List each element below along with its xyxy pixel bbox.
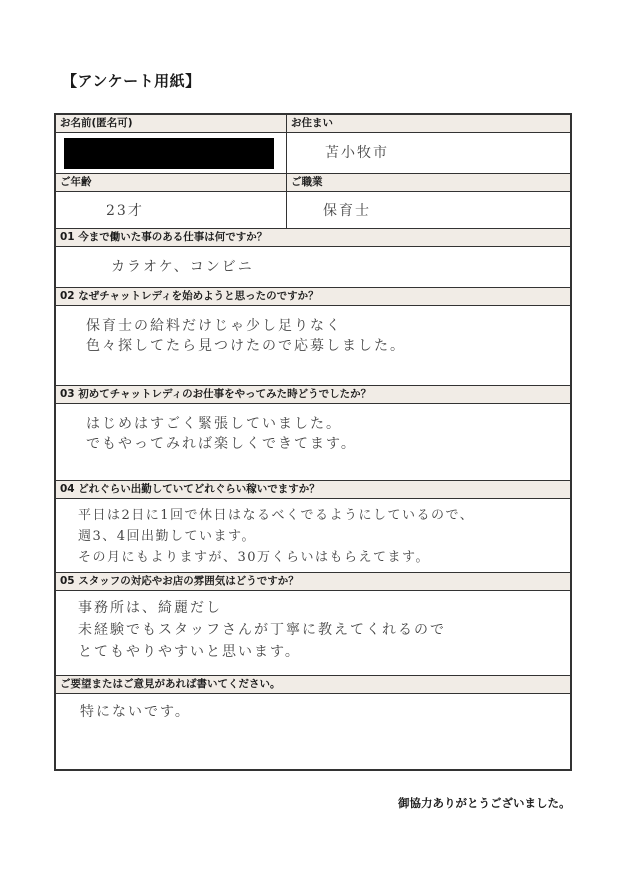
age-label: ご年齢 xyxy=(56,174,287,191)
profile-header-row xyxy=(56,115,570,132)
question-2-header xyxy=(56,287,570,305)
answer-line: 保育士の給料だけじゃ少し足りなく xyxy=(86,318,342,334)
answer-line: とてもやりやすいと思います。 xyxy=(78,644,301,660)
occupation-label: ご職業 xyxy=(287,174,570,191)
question-4-header xyxy=(56,480,570,498)
thank-you-note: 御協力ありがとうございました。 xyxy=(398,796,571,810)
name-answer xyxy=(56,133,287,173)
question-2-answer xyxy=(56,305,570,385)
question-5-label: 05 スタッフの対応やお店の雰囲気はどうですか？ xyxy=(56,573,570,590)
occupation-answer: 保育士 xyxy=(323,203,371,219)
answer-line: 週3、4回出勤しています。 xyxy=(78,529,257,544)
question-3-label: 03 初めてチャットレディのお仕事をやってみた時どうでしたか？ xyxy=(56,386,570,403)
question-3-header xyxy=(56,385,570,403)
answer-line: 未経験でもスタッフさんが丁寧に教えてくれるので xyxy=(78,622,446,638)
answer-line: カラオケ、コンビニ xyxy=(111,259,254,275)
answer-line: でもやってみれば楽しくできてます。 xyxy=(86,436,357,452)
redacted-name-block xyxy=(64,138,274,169)
address-label: お住まい xyxy=(287,115,570,132)
answer-line: はじめはすごく緊張していました。 xyxy=(86,416,342,432)
profile-answer-row xyxy=(56,132,570,173)
profile-answer-row-2 xyxy=(56,191,570,228)
answer-line: その月にもよりますが、30万くらいはもらえてます。 xyxy=(78,550,431,565)
question-3-answer xyxy=(56,403,570,480)
requests-answer xyxy=(56,693,570,769)
document-title: 【アンケート用紙】 xyxy=(62,72,201,90)
answer-line: 色々探してたら見つけたので応募しました。 xyxy=(86,338,406,354)
survey-form xyxy=(54,113,572,771)
answer-line: 平日は2日に1回で休日はなるべくでるようにしているので、 xyxy=(78,508,475,523)
requests-label: ご要望またはご意見があれば書いてください。 xyxy=(56,676,570,693)
profile-header-row-2 xyxy=(56,173,570,191)
question-4-label: 04 どれぐらい出勤していてどれぐらい稼いでますか？ xyxy=(56,481,570,498)
age-answer: 23才 xyxy=(56,192,287,228)
question-2-label: 02 なぜチャットレディを始めようと思ったのですか？ xyxy=(56,288,570,305)
requests-header xyxy=(56,675,570,693)
question-5-answer xyxy=(56,590,570,675)
question-5-header xyxy=(56,572,570,590)
address-answer: 苫小牧市 xyxy=(325,145,389,161)
question-1-label: 01 今まで働いた事のある仕事は何ですか？ xyxy=(56,229,570,246)
question-1-header xyxy=(56,228,570,246)
name-label: お名前(匿名可) xyxy=(56,115,287,132)
question-4-answer xyxy=(56,498,570,572)
answer-line: 事務所は、綺麗だし xyxy=(78,600,222,616)
question-1-answer xyxy=(56,246,570,287)
answer-line: 特にないです。 xyxy=(80,704,191,720)
